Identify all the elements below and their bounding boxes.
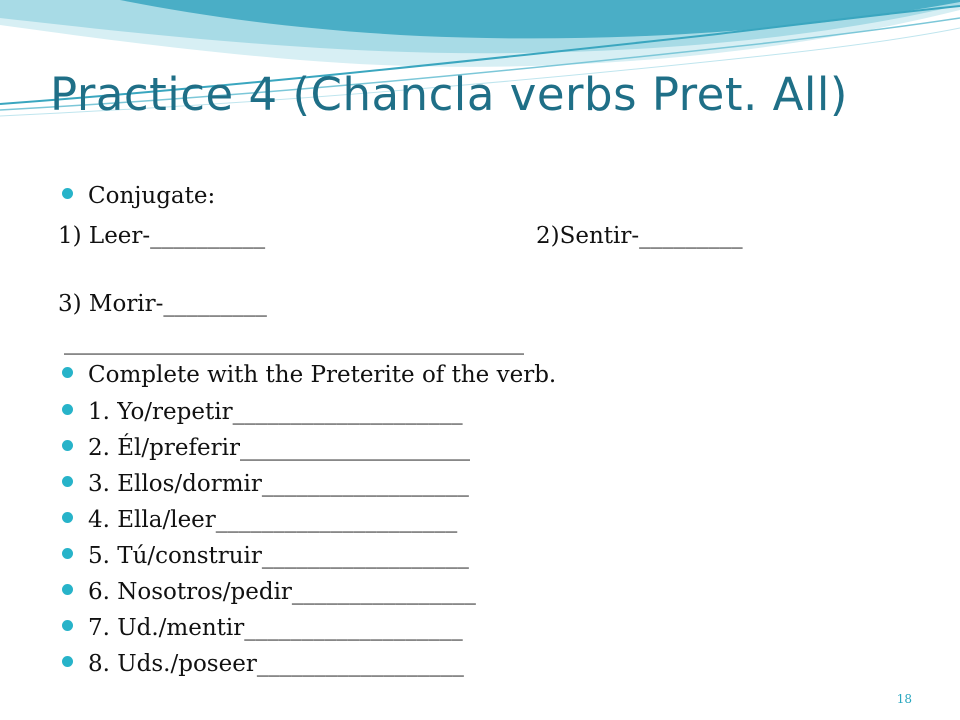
bullet-icon	[62, 584, 73, 595]
bullet-icon	[62, 188, 73, 199]
conjugate-item-3: 3) Morir-_________	[58, 291, 267, 317]
exercise-item-1: 1. Yo/repetir____________________	[88, 399, 463, 425]
bullet-icon	[62, 620, 73, 631]
separator-line: ________________________________________	[64, 329, 524, 355]
exercise-item-6: 6. Nosotros/pedir________________	[88, 579, 476, 605]
bullet-icon	[62, 548, 73, 559]
conjugate-item-1: 1) Leer-__________	[58, 223, 266, 249]
conjugate-heading: Conjugate:	[88, 183, 216, 209]
exercise-item-8: 8. Uds./poseer__________________	[88, 651, 464, 677]
complete-heading: Complete with the Preterite of the verb.	[88, 362, 557, 388]
bullet-icon	[62, 404, 73, 415]
slide-title: Practice 4 (Chancla verbs Pret. All)	[50, 68, 848, 121]
bullet-icon	[62, 476, 73, 487]
bullet-icon	[62, 440, 73, 451]
exercise-item-2: 2. Él/preferir____________________	[88, 435, 470, 461]
bullet-icon	[62, 512, 73, 523]
exercise-item-3: 3. Ellos/dormir__________________	[88, 471, 469, 497]
exercise-item-5: 5. Tú/construir__________________	[88, 543, 469, 569]
exercise-item-4: 4. Ella/leer_____________________	[88, 507, 458, 533]
bullet-icon	[62, 367, 73, 378]
conjugate-item-2: 2)Sentir-_________	[536, 223, 743, 249]
page-number: 18	[896, 692, 912, 706]
exercise-item-7: 7. Ud./mentir___________________	[88, 615, 463, 641]
bullet-icon	[62, 656, 73, 667]
